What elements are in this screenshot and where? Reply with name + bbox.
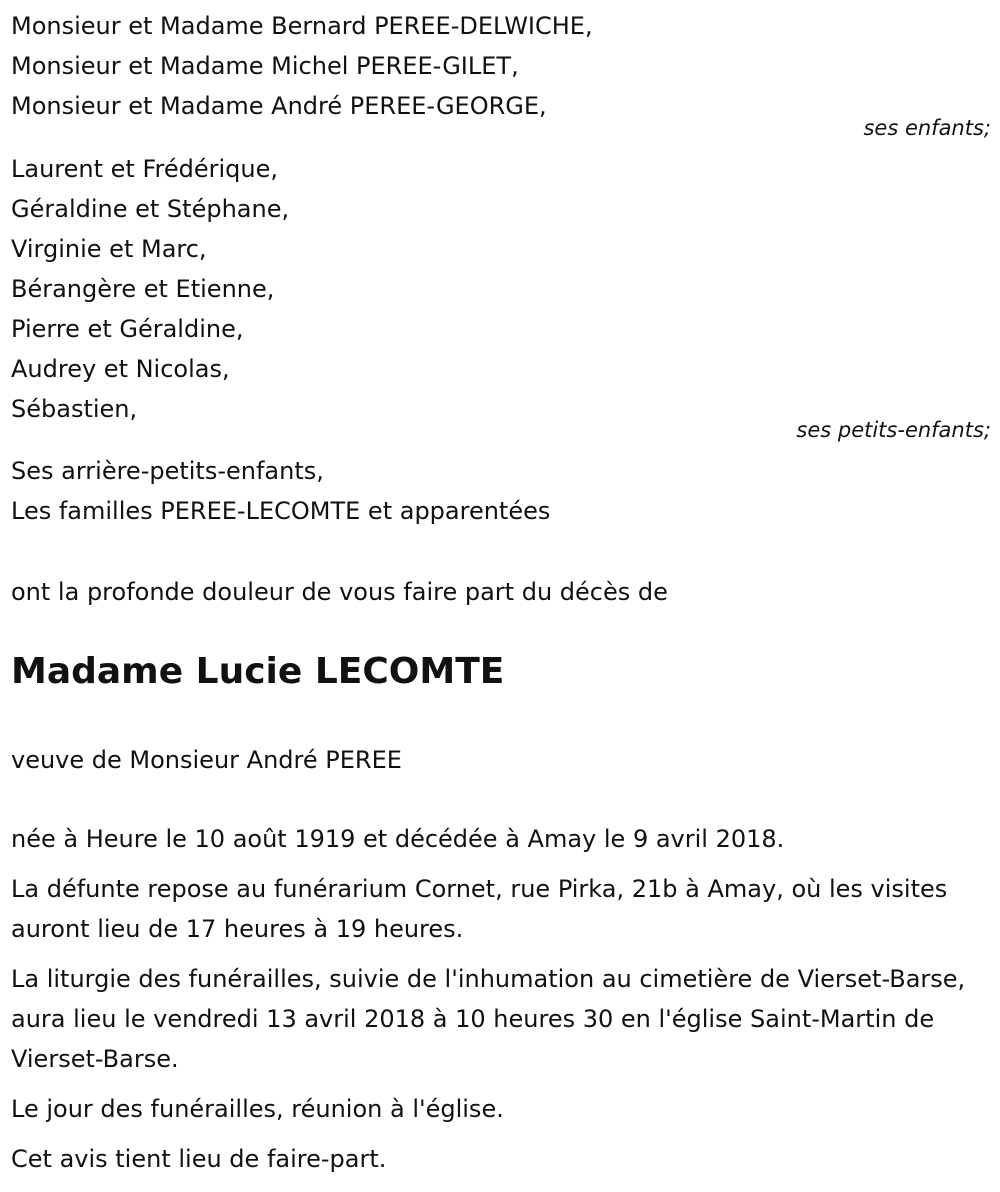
children-role-label: ses enfants; bbox=[863, 116, 991, 140]
funeral-details bbox=[11, 819, 991, 1189]
other-family-list bbox=[11, 451, 550, 531]
grandchild-line: Pierre et Géraldine, bbox=[11, 315, 244, 343]
family-line: Ses arrière-petits-enfants, bbox=[11, 457, 324, 485]
grandchildren-role-label: ses petits-enfants; bbox=[796, 418, 991, 442]
grandchild-line: Bérangère et Etienne, bbox=[11, 275, 275, 303]
visitation-info: La défunte repose au funérarium Cornet, rue Pirka, 21b à Amay, où les visites auront lieu de 17 heures à 19 heures. bbox=[11, 875, 948, 943]
child-line: Monsieur et Madame André PEREE-GEORGE, bbox=[11, 92, 547, 120]
children-list bbox=[11, 6, 593, 126]
child-line: Monsieur et Madame Michel PEREE-GILET, bbox=[11, 52, 519, 80]
notice-statement: Cet avis tient lieu de faire-part. bbox=[11, 1145, 387, 1173]
grandchild-line: Virginie et Marc, bbox=[11, 235, 207, 263]
grandchild-line: Laurent et Frédérique, bbox=[11, 155, 278, 183]
birth-death-info: née à Heure le 10 août 1919 et décédée à Amay le 9 avril 2018. bbox=[11, 825, 785, 853]
deceased-name: Madame Lucie LECOMTE bbox=[11, 651, 505, 692]
grandchildren-list bbox=[11, 149, 289, 429]
grandchild-line: Audrey et Nicolas, bbox=[11, 355, 230, 383]
announcement-text: ont la profonde douleur de vous faire part du décès de bbox=[11, 578, 668, 606]
widow-of-text: veuve de Monsieur André PEREE bbox=[11, 746, 402, 774]
liturgy-info: La liturgie des funérailles, suivie de l'inhumation au cimetière de Vierset-Barse, aura lieu le vendredi 13 avril 2018 à 10 heures 30 en l'église Saint-Martin de Vierset-Barse. bbox=[11, 965, 966, 1073]
grandchild-line: Sébastien, bbox=[11, 395, 138, 423]
child-line: Monsieur et Madame Bernard PEREE-DELWICHE, bbox=[11, 12, 593, 40]
family-line: Les familles PEREE-LECOMTE et apparentées bbox=[11, 497, 551, 525]
grandchild-line: Géraldine et Stéphane, bbox=[11, 195, 290, 223]
meeting-info: Le jour des funérailles, réunion à l'église. bbox=[11, 1095, 504, 1123]
